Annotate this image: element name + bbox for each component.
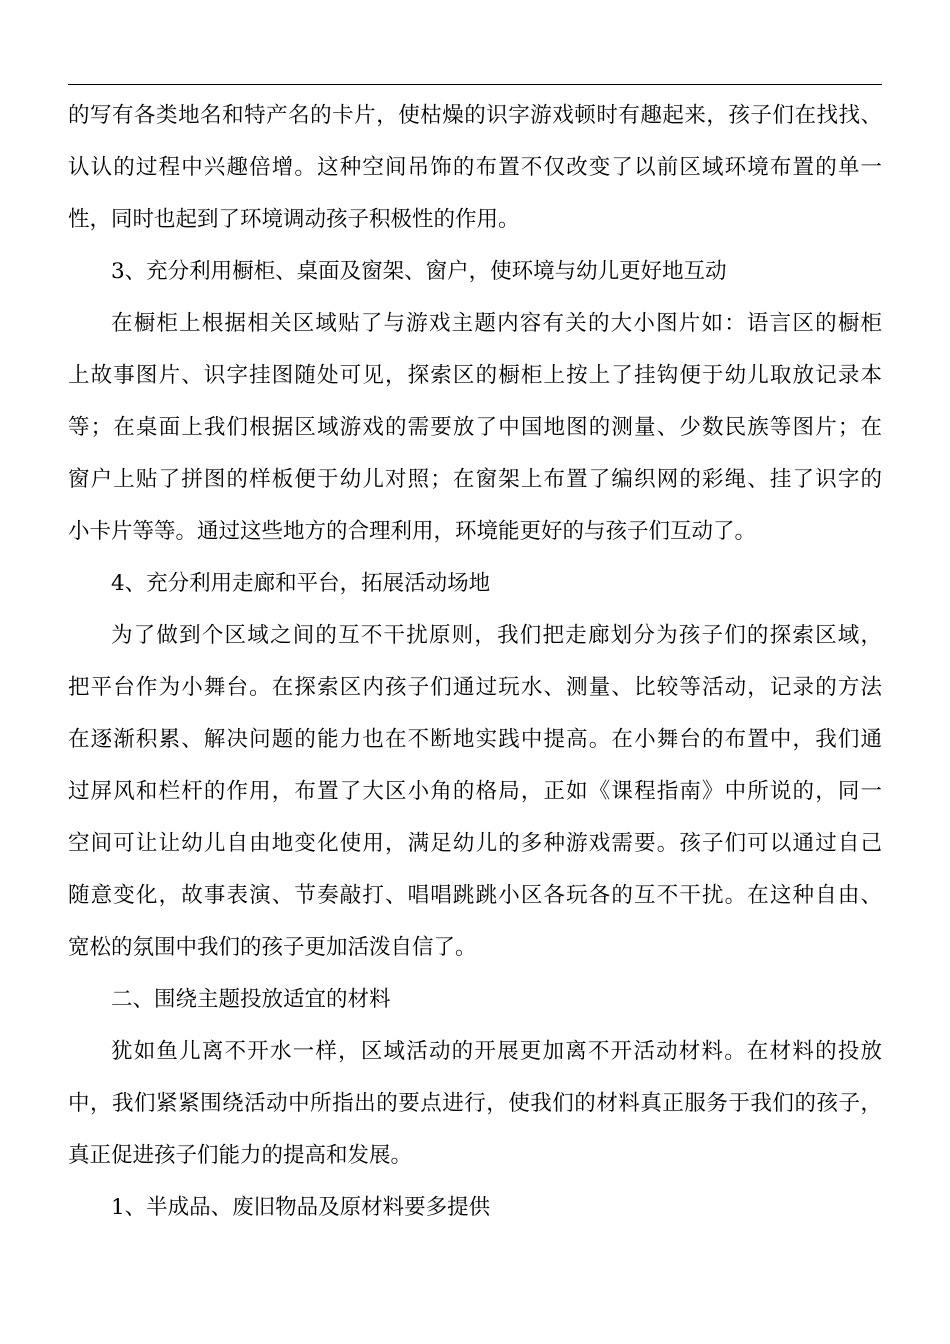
document-body xyxy=(68,90,882,1234)
text-line: 把平台作为小舞台。在探索区内孩子们通过玩水、测量、比较等活动，记录的方法 xyxy=(68,675,882,700)
section-heading: 二、围绕主题投放适宜的材料 xyxy=(111,987,391,1012)
text-line: 的写有各类地名和特产名的卡片，使枯燥的识字游戏顿时有趣起来，孩子们在找找、 xyxy=(68,103,882,128)
section-heading: 4、充分利用走廊和平台，拓展活动场地 xyxy=(111,571,491,596)
text-line: 小卡片等等。通过这些地方的合理利用，环境能更好的与孩子们互动了。 xyxy=(68,519,757,544)
text-line: 等；在桌面上我们根据区域游戏的需要放了中国地图的测量、少数民族等图片；在 xyxy=(68,415,882,440)
text-line: 在橱柜上根据相关区域贴了与游戏主题内容有关的大小图片如：语言区的橱柜 xyxy=(111,311,882,336)
text-line: 在逐渐积累、解决问题的能力也在不断地实践中提高。在小舞台的布置中，我们通 xyxy=(68,727,882,752)
text-line: 过屏风和栏杆的作用，布置了大区小角的格局，正如《课程指南》中所说的，同一 xyxy=(68,779,882,804)
text-line: 认认的过程中兴趣倍增。这种空间吊饰的布置不仅改变了以前区域环境布置的单一 xyxy=(68,155,882,180)
text-line: 随意变化，故事表演、节奏敲打、唱唱跳跳小区各玩各的互不干扰。在这种自由、 xyxy=(68,883,882,908)
header-rule xyxy=(68,84,882,85)
text-line: 性，同时也起到了环境调动孩子积极性的作用。 xyxy=(68,207,520,232)
text-line: 宽松的氛围中我们的孩子更加活泼自信了。 xyxy=(68,935,477,960)
text-line: 犹如鱼儿离不开水一样，区域活动的开展更加离不开活动材料。在材料的投放 xyxy=(111,1039,882,1064)
text-line: 中，我们紧紧围绕活动中所指出的要点进行，使我们的材料真正服务于我们的孩子， xyxy=(68,1091,882,1116)
text-line: 窗户上贴了拼图的样板便于幼儿对照；在窗架上布置了编织网的彩绳、挂了识字的 xyxy=(68,467,882,492)
text-line: 空间可让让幼儿自由地变化使用，满足幼儿的多种游戏需要。孩子们可以通过自己 xyxy=(68,831,882,856)
section-heading: 1、半成品、废旧物品及原材料要多提供 xyxy=(111,1195,491,1220)
text-line: 上故事图片、识字挂图随处可见，探索区的橱柜上按上了挂钩便于幼儿取放记录本 xyxy=(68,363,882,388)
text-line: 为了做到个区域之间的互不干扰原则，我们把走廊划分为孩子们的探索区域， xyxy=(111,623,882,648)
text-line: 真正促进孩子们能力的提高和发展。 xyxy=(68,1143,413,1168)
section-heading: 3、充分利用橱柜、桌面及窗架、窗户，使环境与幼儿更好地互动 xyxy=(111,259,727,284)
